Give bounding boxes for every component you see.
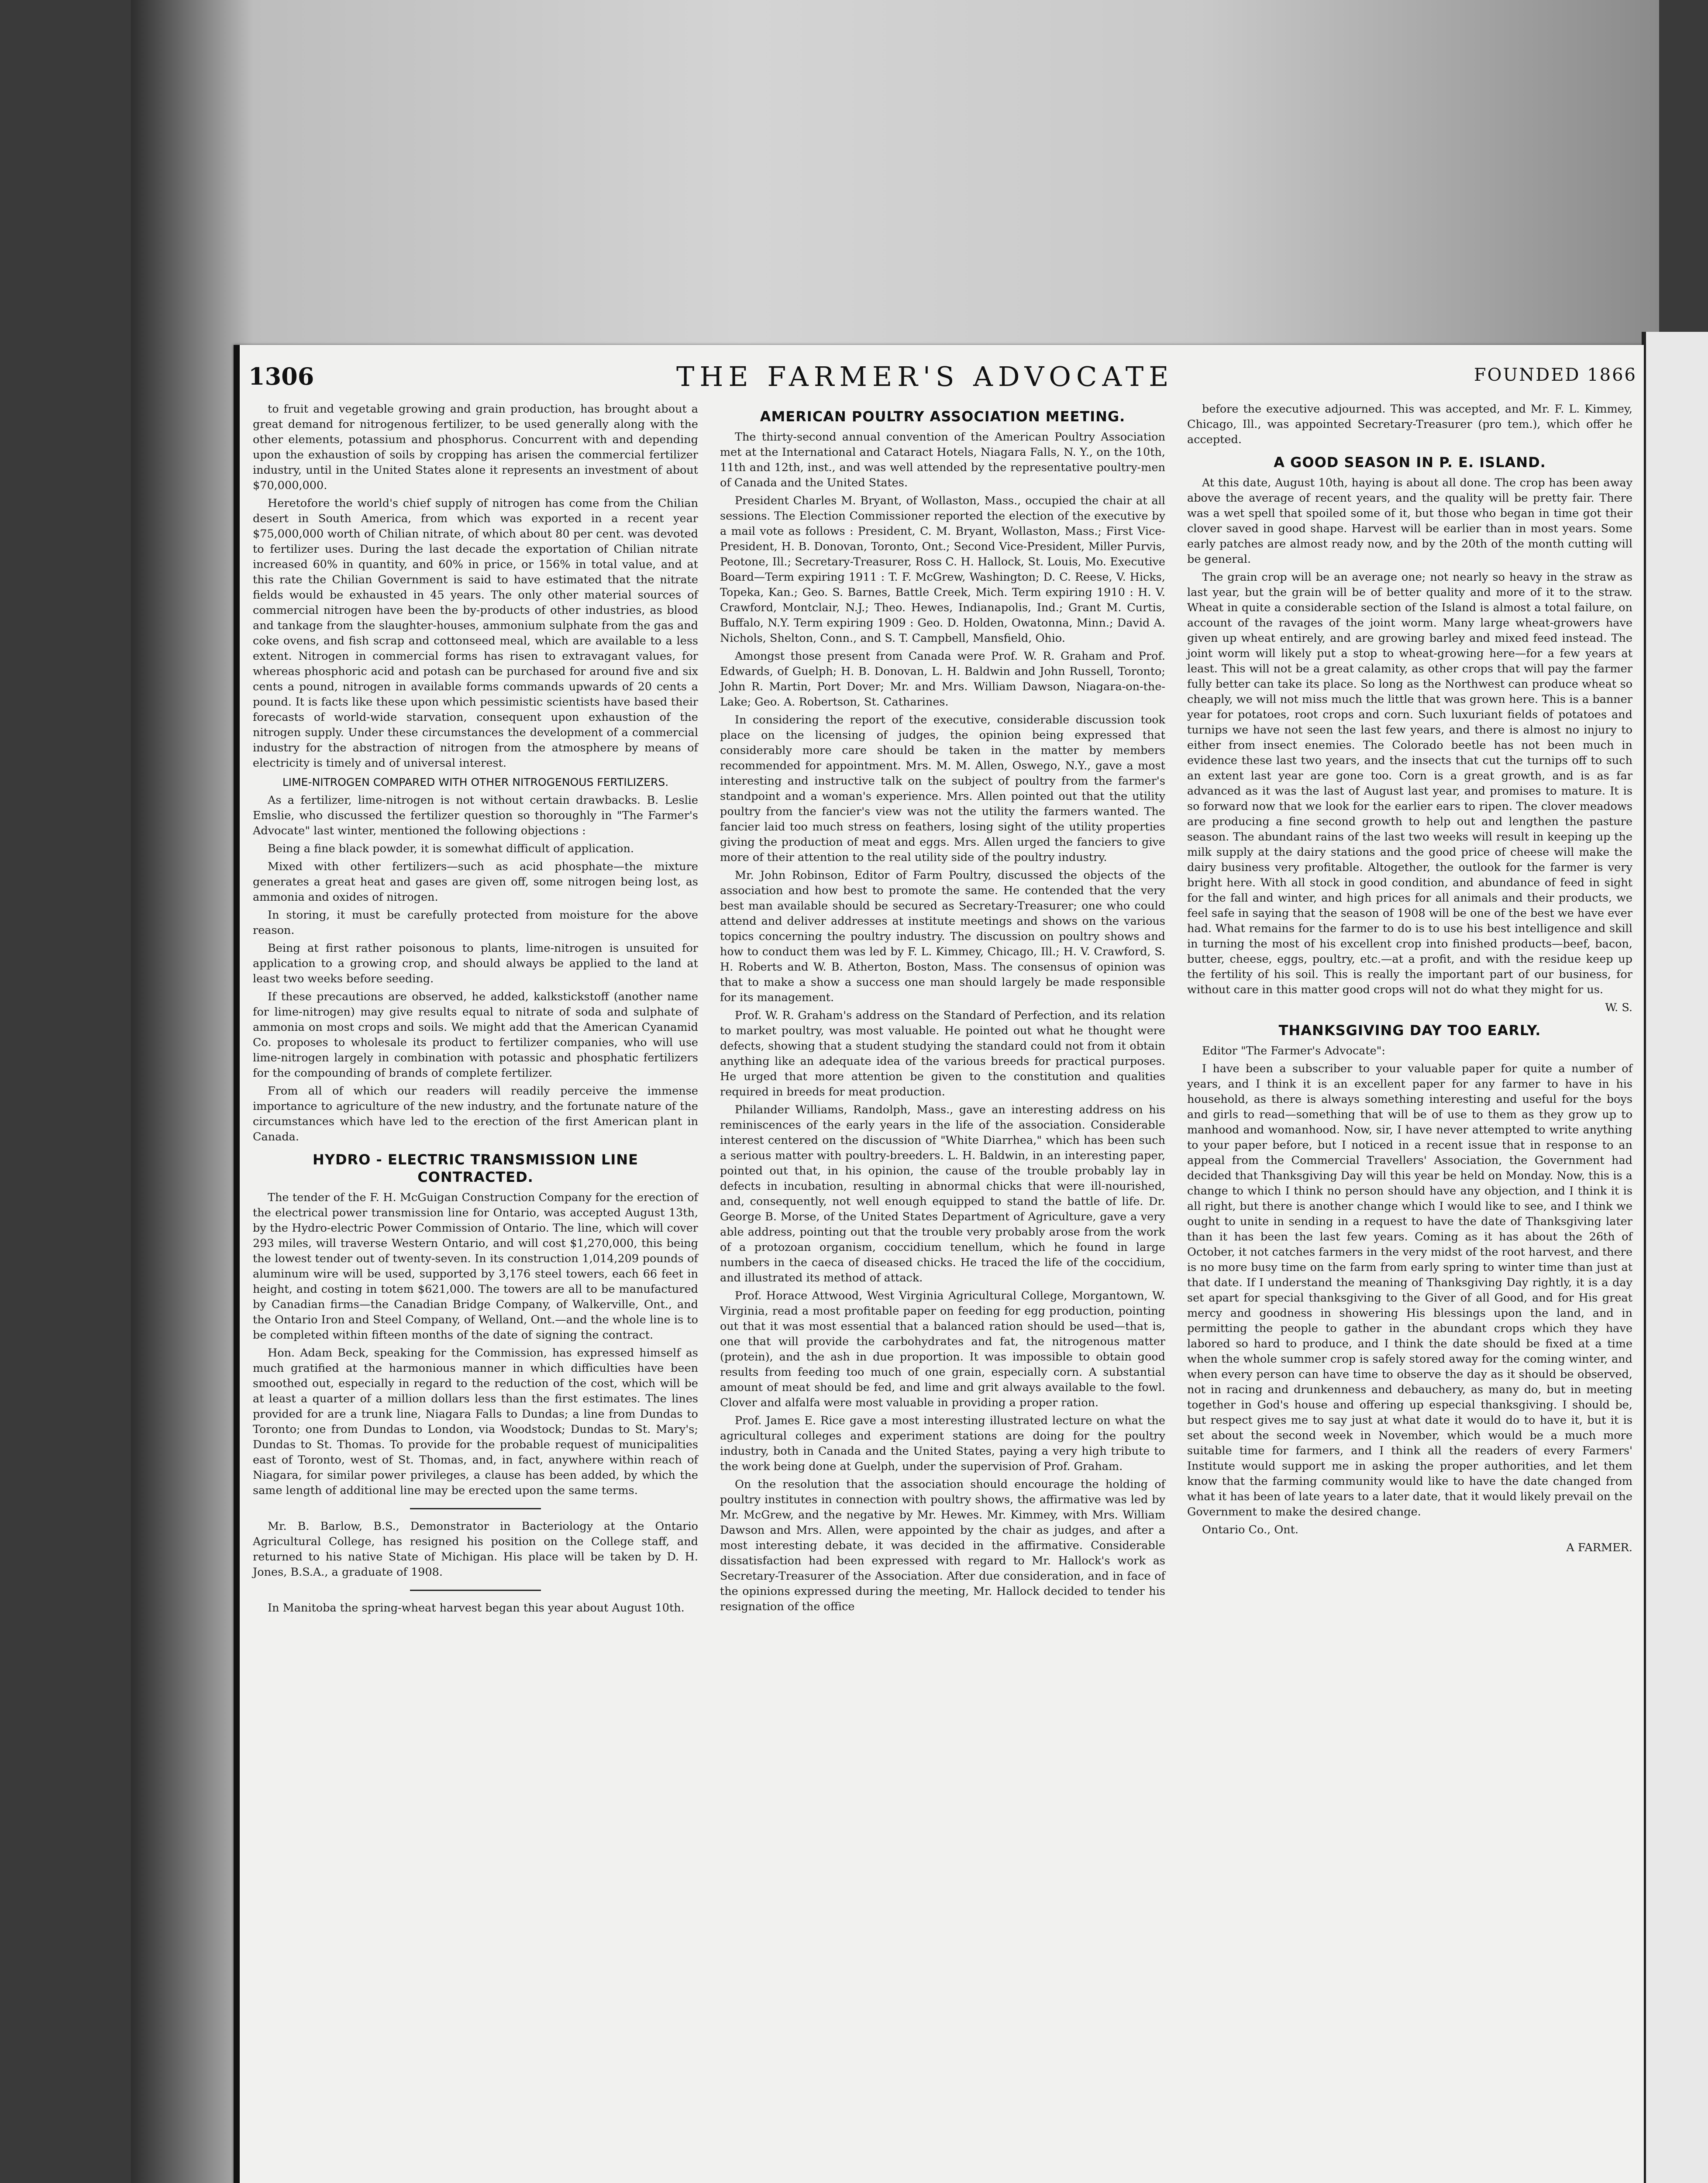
paragraph: Prof. Horace Attwood, West Virginia Agricultural College, Morgantown, W. Virginia, read a most profitable paper on feeding for egg production, pointing out that it was most essential that a balanced ration should be used—that is, one that will provide the carbohydrates and fat, the nitrogenous matter (protein), and the ash in due proportion. It was impossible to obtain good results from feeding too much of one grain, especially corn. A substantial amount of meat should be fed, and lime and grit always available to the fowl. Clover and alfalfa were most valuable in providing a proper ration. — [720, 1289, 1165, 1409]
paragraph: Being a fine black powder, it is somewhat difficult of application. — [268, 842, 634, 855]
salutation: Editor "The Farmer's Advocate": — [1202, 1044, 1386, 1057]
article-heading-hydro-electric: HYDRO - ELECTRIC TRANSMISSION LINE CONTRACTED. — [313, 1151, 638, 1185]
paragraph: As a fertilizer, lime-nitrogen is not without certain drawbacks. B. Leslie Emslie, who discussed the fertilizer question so thoroughly in "The Farmer's Advocate" last winter, mentioned the following objections : — [253, 794, 698, 837]
paragraph: Mixed with other fertilizers—such as acid phosphate—the mixture generates a great heat and gases are given off, some nitrogen being lost, as ammonia and oxides of nitrogen. — [253, 860, 698, 904]
adjacent-page-edge — [1642, 332, 1708, 2183]
signature: W. S. — [1605, 1001, 1632, 1014]
paragraph: I have been a subscriber to your valuable paper for quite a number of years, and I think it is an excellent paper for any farmer to have in his household, as there is always something interesting and useful for the boys and girls to read—something that will be of use to them as they grow up to manhood and womanhood. Now, sir, I have never attempted to write anything to your paper before, but I noticed in a recent issue that in response to an appeal from the Commercial Travellers' Association, the Government had decided that Thanksgiving Day will this year be held on Monday. Now, this is a change to which I think no person should have any objection, and I think it is all right, but there is another change which I would like to see, and I think we ought to unite in sending in a request to have the date of Thanksgiving later than it has been the last few years. Coming as it has about the 26th of October, it not catches farmers in the very midst of the root harvest, and there is no more busy time on the farm from early spring to winter time than just at that date. If I understand the meaning of Thanksgiving Day rightly, it is a day set apart for special thanksgiving to the Giver of all Good, and for His great mercy and goodness in showering His blessings upon the land, and in permitting the people to gather in the abundant crops which they have labored so hard to produce, and I think the date should be fixed at a time when the whole summer crop is safely stored away for the coming winter, and when every person can have time to observe the day as it should be observed, not in racing and drunkenness and debauchery, as many do, but in meeting together in God's house and offering up especial thanksgiving. I should be, but respect gives me to say just at what date it would do to have it, but it is set about the second week in November, which would be a much more suitable time for farmers, and I think all the readers of every Farmers' Institute would support me in asking the proper authorities, and let them know that the farming community would like to have the date changed from what it has been of late years to a later date, that it would likely prevail on the Government to make the desired change. — [1187, 1062, 1632, 1518]
paragraph: Heretofore the world's chief supply of nitrogen has come from the Chilian desert in South America, from which was exported in a recent year $75,000,000 worth of Chilian nitrate, of which about 80 per cent. was devoted to fertilizer uses. During the last decade the exportation of Chilian nitrate increased 60% in quantity, and 60% in price, or 156% in total value, and at this rate the Chilian Government is said to have estimated that the nitrate fields would be exhausted in 45 years. The only other material sources of commercial nitrogen have been the by-products of other industries, as blood and tankage from the slaughter-houses, ammonium sulphate from the gas and coke ovens, and fish scrap and cottonseed meal, which are available to a less extent. Nitrogen in commercial forms has risen to extravagant values, for whereas phosphoric acid and potash can be purchased for around five and six cents a pound, nitrogen in available forms commands upwards of 20 cents a pound. It is facts like these upon which pessimistic scientists have based their forecasts of world-wide starvation, consequent upon exhaustion of the nitrogen supply. Under these circumstances the development of a commercial industry for the abstraction of nitrogen from the atmosphere by means of electricity is timely and of universal interest. — [253, 497, 698, 770]
column-divider — [410, 1590, 541, 1591]
paragraph: President Charles M. Bryant, of Wollaston, Mass., occupied the chair at all sessions. The Election Commissioner reported the election of the executive by a mail vote as follows : President, C. M. Bryant, Wollaston, Mass.; First Vice-President, H. B. Donovan, Toronto, Ont.; Second Vice-President, Miller Purvis, Peotone, Ill.; Secretary-Treasurer, Ross C. H. Hallock, St. Louis, Mo. Executive Board—Term expiring 1911 : T. F. McGrew, Washington; D. C. Reese, V. Hicks, Topeka, Kan.; Geo. S. Barnes, Battle Creek, Mich. Term expiring 1910 : H. V. Crawford, Montclair, N.J.; Theo. Hewes, Indianapolis, Ind.; Grant M. Curtis, Buffalo, N.Y. Term expiring 1909 : Geo. D. Holden, Owatonna, Minn.; David A. Nichols, Shelton, Conn., and S. T. Campbell, Mansfield, Ohio. — [720, 494, 1165, 645]
paragraph: The tender of the F. H. McGuigan Construction Company for the erection of the electrical power transmission line for Ontario, was accepted August 13th, by the Hydro-electric Power Commission of Ontario. The line, which will cover 293 miles, will traverse Western Ontario, and will cost $1,270,000, this being the lowest tender out of twenty-seven. In its construction 1,014,209 pounds of aluminum wire will be used, supported by 3,176 steel towers, each 66 feet in height, and costing in totem $621,000. The towers are all to be manufactured by Canadian firms—the Canadian Bridge Company, of Walkerville, Ont., and the Ontario Iron and Steel Company, of Welland, Ont.—and the whole line is to be completed within fifteen months of the date of signing the contract. — [253, 1191, 698, 1342]
paragraph: The grain crop will be an average one; not nearly so heavy in the straw as last year, but the grain will be of better quality and more of it to the straw. Wheat in quite a considerable section of the Island is almost a total failure, on account of the ravages of the joint worm. Many large wheat-growers have given up wheat entirely, and are growing barley and mixed feed instead. The joint worm will likely put a stop to wheat-growing here—for a few years at least. This will not be a great calamity, as other crops that will pay the farmer fully better can take its place. So long as the Northwest can produce wheat so cheaply, we will not miss much the little that was grown here. This is a banner year for potatoes, root crops and corn. Such luxuriant fields of potatoes and turnips we have not seen the last few years, and there is almost no injury to either from insect enemies. The Colorado beetle has not been much in evidence these last two years, and the insects that cut the turnips off to such an extent last year are gone too. Corn is a great growth, and is as far advanced as it was the last of August last year, and promises to mature. It is so forward now that we look for the earlier ears to ripen. The clover meadows are producing a fine second growth to help out and lengthen the pasture season. The abundant rains of the last two weeks will result in keeping up the milk supply at the dairy stations and the good price of cheese will make the dairy business very profitable. Altogether, the outlook for the farmer is very bright here. With all stock in good condition, and abundance of feed in sight for the fall and winter, and high prices for all animals and their products, we feel safe in saying that the season of 1908 will be one of the best we have ever had. What remains for the farmer to do is to use his best intelligence and skill in turning the most of his excellent crop into finished products—beef, bacon, butter, cheese, eggs, poultry, etc.—at a profit, and with the residue keep up the fertility of his soil. This is really the important part of our business, for without care in this matter good crops will not do what they might for us. — [1187, 571, 1632, 996]
paragraph: Being at first rather poisonous to plants, lime-nitrogen is unsuited for application to a growing crop, and should always be applied to the land at least two weeks before seeding. — [253, 942, 698, 985]
page-number: 1306 — [248, 362, 314, 390]
paragraph: Mr. John Robinson, Editor of Farm Poultry, discussed the objects of the association and how best to promote the same. He contended that the very best man available should be secured as Secretary-Treasurer; one who could attend and deliver addresses at institute meetings and shows on the various topics concerning the poultry industry. The discussion on poultry shows and how to conduct them was led by F. L. Kimmey, Chicago, Ill.; H. V. Crawford, S. H. Roberts and W. B. Atherton, Boston, Mass. The consensus of opinion was that to make a show a success one man should largely be made responsible for its management. — [720, 869, 1165, 1004]
paragraph: before the executive adjourned. This was accepted, and Mr. F. L. Kimmey, Chicago, Ill., was appointed Secretary-Treasurer (pro tem.), which offer he accepted. — [1187, 403, 1632, 446]
paragraph: In Manitoba the spring-wheat harvest began this year about August 10th. — [268, 1601, 685, 1615]
section-heading-lime-nitrogen: LIME-NITROGEN COMPARED WITH OTHER NITROGENOUS FERTILIZERS. — [282, 776, 669, 788]
paragraph: In storing, it must be carefully protected from moisture for the above reason. — [253, 909, 698, 937]
paragraph: Mr. B. Barlow, B.S., Demonstrator in Bacteriology at the Ontario Agricultural College, has resigned his position on the College staff, and returned to his native State of Michigan. His place will be taken by D. H. Jones, B.S.A., a graduate of 1908. — [253, 1520, 698, 1579]
page-header — [240, 345, 1641, 402]
column-divider — [410, 1508, 541, 1509]
column-right — [1187, 402, 1632, 1558]
paragraph: Amongst those present from Canada were Prof. W. R. Graham and Prof. Edwards, of Guelph; H. B. Donovan, L. H. Baldwin and John Russell, Toronto; John R. Martin, Port Dover; Mr. and Mrs. William Dawson, Niagara-on-the-Lake; Geo. A. Robertson, St. Catharines. — [720, 650, 1165, 709]
paragraph: In considering the report of the executive, considerable discussion took place on the licensing of judges, the opinion being expressed that considerably more care should be taken in the matter by members recommended for appointment. Mrs. M. M. Allen, Oswego, N.Y., gave a most interesting and instructive talk on the subject of poultry from the farmer's standpoint and a woman's experience. Mrs. Allen pointed out that the utility poultry from the fancier's view was not the utility the farmers wanted. The fancier laid too much stress on feathers, losing sight of the utility properties giving the production of meat and eggs. Mrs. Allen urged the fanciers to give more of their attention to the real utility side of the poultry industry. — [720, 713, 1165, 864]
column-left — [253, 402, 698, 1618]
paragraph: Prof. W. R. Graham's address on the Standard of Perfection, and its relation to market poultry, was most valuable. He pointed out what he thought were defects, showing that a student studying the standard could not from it obtain anything like an adequate idea of the various breeds for practical purposes. He urged that more attention be given to the constitution and qualities required in breeds for meat production. — [720, 1009, 1165, 1098]
article-heading-thanksgiving: THANKSGIVING DAY TOO EARLY. — [1278, 1022, 1541, 1039]
dateline: Ontario Co., Ont. — [1202, 1523, 1298, 1536]
signature: A FARMER. — [1566, 1541, 1632, 1554]
paragraph: If these precautions are observed, he added, kalkstickstoff (another name for lime-nitrogen) may give results equal to nitrate of soda and sulphate of ammonia on most crops and soils. We might add that the American Cyanamid Co. proposes to wholesale its product to fertilizer companies, who will use lime-nitrogen largely in combination with potassic and phosphatic fertilizers for the compounding of brands of complete fertilizer. — [253, 990, 698, 1080]
column-middle — [720, 402, 1165, 1617]
masthead-title: THE FARMER'S ADVOCATE — [676, 361, 1174, 393]
paragraph: On the resolution that the association should encourage the holding of poultry institutes in connection with poultry shows, the affirmative was led by Mr. McGrew, and the negative by Mr. Hewes. Mr. Kimmey, with Mrs. William Dawson and Mrs. Allen, were appointed by the chair as judges, and after a most interesting debate, it was decided in the affirmative. Considerable dissatisfaction had been expressed with regard to Mr. Hallock's work as Secretary-Treasurer of the Association. After due consideration, and in face of the opinions expressed during the meeting, Mr. Hallock decided to tender his resignation of the office — [720, 1478, 1165, 1613]
paragraph: Philander Williams, Randolph, Mass., gave an interesting address on his reminiscences of the early years in the life of the association. Considerable interest centered on the discussion of "White Diarrhea," which has been such a serious matter with poultry-breeders. L. H. Baldwin, in an interesting paper, pointed out that, in his opinion, the cause of the trouble probably lay in defects in incubation, resulting in abnormal chicks that were ill-nourished, and, consequently, not well enough equipped to stand the battle of life. Dr. George B. Morse, of the United States Department of Agriculture, gave a very able address, pointing out that the trouble very probably arose from the work of a protozoan organism, coccidium tenellum, which he found in large numbers in the caeca of diseased chicks. He traced the life of the coccidium, and illustrated its method of attack. — [720, 1103, 1165, 1284]
paragraph: Hon. Adam Beck, speaking for the Commission, has expressed himself as much gratified at the harmonious manner in which difficulties have been smoothed out, especially in regard to the reduction of the cost, which will be at least a quarter of a million dollars less than the first estimates. The lines provided for are a trunk line, Niagara Falls to Dundas; a line from Dundas to Toronto; one from Dundas to London, via Woodstock; Dundas to St. Mary's; Dundas to St. Thomas. To provide for the probable request of municipalities east of Toronto, west of St. Thomas, and, in fact, anywhere within reach of Niagara, for similar power privileges, a clause has been added, by which the same length of additional line may be erected upon the same terms. — [253, 1346, 698, 1497]
paragraph: From all of which our readers will readily perceive the immense importance to agriculture of the new industry, and the fortunate nature of the circumstances which have led to the erection of the first American plant in Canada. — [253, 1085, 698, 1143]
paragraph: The thirty-second annual convention of the American Poultry Association met at the International and Cataract Hotels, Niagara Falls, N. Y., on the 10th, 11th and 12th, inst., and was well attended by the representative poultry-men of Canada and the United States. — [720, 430, 1165, 489]
article-heading-poultry-association: AMERICAN POULTRY ASSOCIATION MEETING. — [760, 408, 1126, 425]
paragraph: At this date, August 10th, haying is about all done. The crop has been away above the average of recent years, and the quality will be pretty fair. There was a wet spell that spoiled some of it, but those who began in time got their clover saved in good shape. Harvest will be earlier than in most years. Some early patches are almost ready now, and by the 20th of the month cutting will be general. — [1187, 476, 1632, 566]
newspaper-page — [234, 345, 1644, 2183]
paragraph: to fruit and vegetable growing and grain production, has brought about a great demand for nitrogenous fertilizer, to be used generally along with the other elements, potassium and phosphorus. Concurrent with and depending upon the exhaustion of soils by cropping has arisen the commercial fertilizer industry, until in the United States alone it represents an investment of about $70,000,000. — [253, 403, 698, 492]
paragraph: Prof. James E. Rice gave a most interesting illustrated lecture on what the agricultural colleges and experiment stations are doing for the poultry industry, both in Canada and the United States, paying a very high tribute to the work being done at Guelph, under the supervision of Prof. Graham. — [720, 1414, 1165, 1473]
article-heading-pei-season: A GOOD SEASON IN P. E. ISLAND. — [1274, 454, 1546, 471]
founded-label: FOUNDED 1866 — [1474, 365, 1637, 385]
